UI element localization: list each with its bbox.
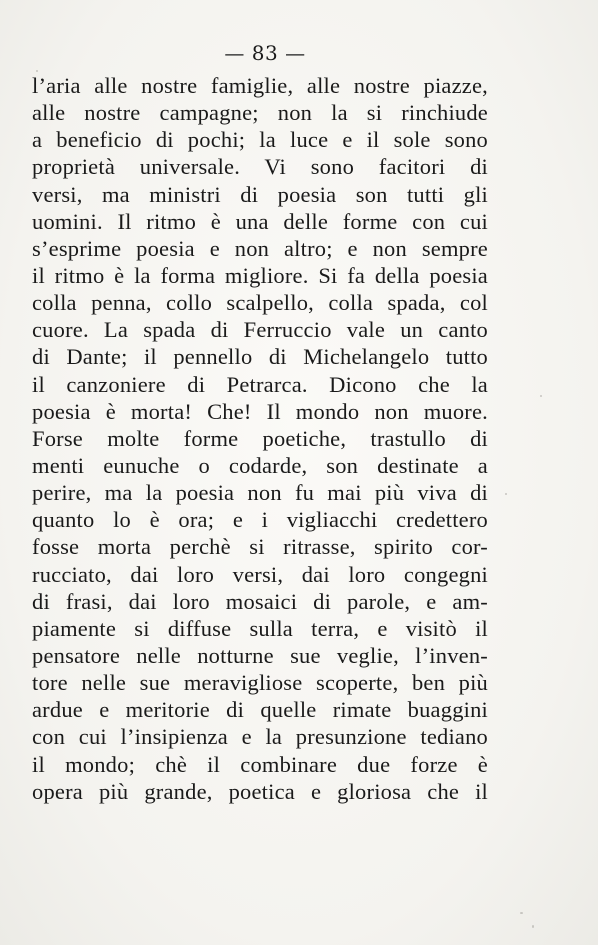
text-line: poesia è morta! Che! Il mondo non muore. (32, 398, 488, 424)
text-line: tore nelle sue meravigliose scoperte, ben più (32, 670, 488, 696)
text-line: cuore. La spada di Ferruccio vale un canto (32, 317, 488, 343)
text-line: pensatore nelle notturne sue veglie, l’inven- (32, 642, 488, 668)
text-line: menti eunuche o codarde, son destinate a (32, 452, 488, 478)
text-line: quanto lo è ora; e i vigliacchi credettero (32, 507, 488, 533)
text-line: alle nostre campagne; non la si rinchiude (32, 100, 488, 126)
text-line: con cui l’insipienza e la presunzione tediano (32, 724, 488, 750)
text-line: di frasi, dai loro mosaici di parole, e am- (32, 588, 488, 614)
text-line: colla penna, collo scalpello, colla spada, col (32, 290, 488, 316)
text-line: proprietà universale. Vi sono facitori di (32, 154, 488, 180)
text-line: a beneficio di pochi; la luce e il sole sono (32, 127, 488, 153)
text-line: il ritmo è la forma migliore. Si fa della poesia (32, 262, 488, 288)
text-line: l’aria alle nostre famiglie, alle nostre piazze, (32, 73, 488, 98)
text-line: il canzoniere di Petrarca. Dicono che la (32, 371, 488, 397)
text-line: rucciato, dai loro versi, dai loro congegni (32, 561, 488, 587)
text-line: fosse morta perchè si ritrasse, spirito cor- (32, 534, 488, 560)
text-line: Forse molte forme poetiche, trastullo di (32, 425, 488, 451)
body-text (32, 72, 488, 805)
text-line: uomini. Il ritmo è una delle forme con cui (32, 208, 488, 234)
page-number: — 83 — (224, 41, 306, 65)
text-line: s’esprime poesia e non altro; e non sempre (32, 235, 488, 261)
text-line: di Dante; il pennello di Michelangelo tutto (32, 344, 488, 370)
text-line: opera più grande, poetica e gloriosa che il (32, 778, 488, 804)
text-line: versi, ma ministri di poesia son tutti gli (32, 181, 488, 207)
text-line: il mondo; chè il combinare due forze è (32, 751, 488, 777)
text-line: perire, ma la poesia non fu mai più viva di (32, 480, 488, 506)
text-line: piamente si diffuse sulla terra, e visitò il (32, 615, 488, 641)
text-line: ardue e meritorie di quelle rimate buaggini (32, 697, 488, 723)
